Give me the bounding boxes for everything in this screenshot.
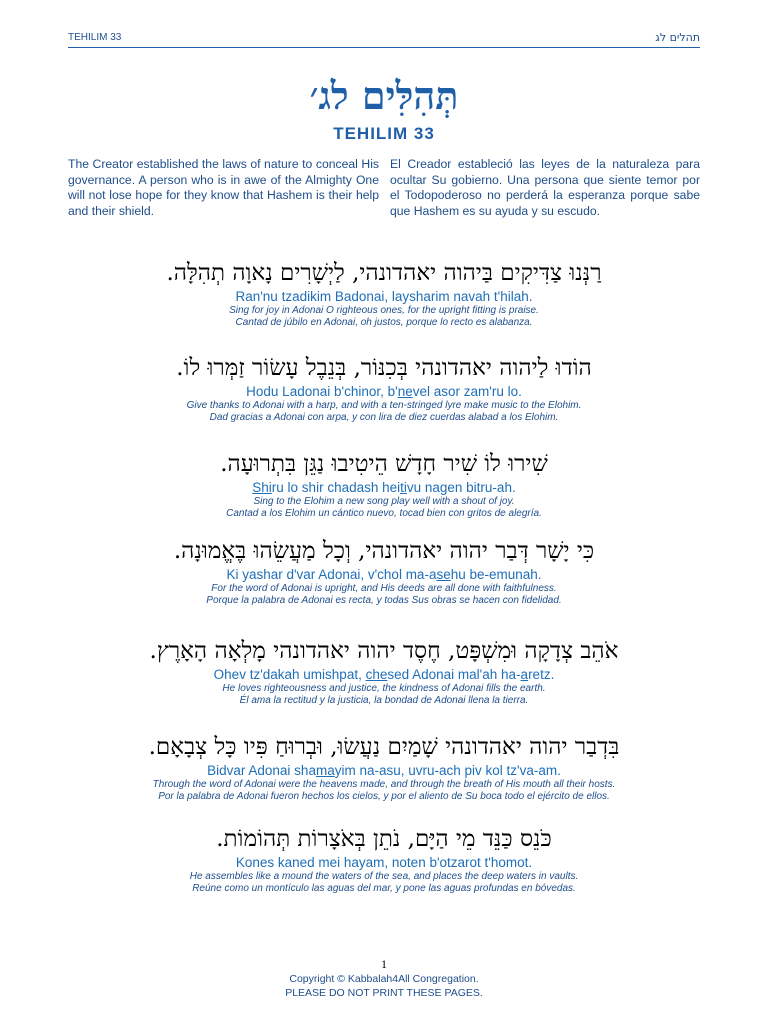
verse-english: Through the word of Adonai were the heavens made, and through the breath of His mouth all their hosts.: [152, 779, 616, 790]
verse-7: [40, 824, 728, 895]
verse-transliteration: Ohev tz'dakah umishpat, chesed Adonai mal'ah ha-aretz.: [213, 667, 555, 682]
verse-transliteration: Shiru lo shir chadash heitivu nagen bitru-ah.: [252, 480, 516, 495]
verse-spanish: Dad gracias a Adonai con arpa, y con lira de diez cuerdas alabad a los Elohim.: [209, 412, 559, 423]
page-header: [68, 31, 700, 48]
verse-hebrew: רַנְּנוּ צַדִּיקִים בַּיהוה יאהדונהי, לַיְשָׁרִים נָאוָה תְהִלָּה.: [166, 260, 602, 286]
verse-spanish: Por la palabra de Adonai fueron hechos los cielos, y por el aliento de Su boca todo el ejército de ellos.: [158, 791, 610, 802]
hebrew-title: תְּהִלִּים לג׳: [309, 73, 459, 118]
verse-english: For the word of Adonai is upright, and His deeds are all done with faithfulness.: [211, 583, 557, 594]
verse-english: Sing for joy in Adonai O righteous ones, for the upright fitting is praise.: [229, 305, 539, 316]
header-hebrew-title: תהלים לג: [655, 31, 700, 44]
verse-spanish: Porque la palabra de Adonai es recta, y todas Sus obras se hacen con fidelidad.: [206, 595, 562, 606]
verse-hebrew: כִּי יָשָׁר דְּבַר יהוה יאהדונהי, וְכָל מַעֲשֵׂהוּ בֶּאֱמוּנָה.: [173, 538, 595, 564]
verse-english: Sing to the Elohim a new song play well with a shout of joy.: [253, 496, 515, 507]
verse-transliteration: Ran'nu tzadikim Badonai, laysharim navah t'hilah.: [235, 289, 533, 304]
verse-spanish: Reúne como un montículo las aguas del mar, y pone las aguas profundas en bóvedas.: [192, 883, 576, 894]
verse-hebrew: שִׁירוּ לוֹ שִׁיר חָדָשׁ הֵיטִיבוּ נַגֵּן בִּתְרוּעָה.: [220, 451, 548, 477]
header-book-title: TEHILIM 33: [68, 32, 122, 43]
english-title: TEHILIM 33: [333, 124, 435, 143]
verse-2: [40, 353, 728, 424]
intro-spanish: El Creador estableció las leyes de la naturaleza para ocultar Su gobierno. Una persona que siente temor por el Todopoderoso no perderá la esperanza porque sabe que Hashem es su ayuda y su escudo.: [390, 157, 700, 218]
verse-spanish: Cantad de júbilo en Adonai, oh justos, porque lo recto es alabanza.: [235, 317, 533, 328]
verse-english: Give thanks to Adonai with a harp, and with a ten-stringed lyre make music to the Elohim.: [186, 400, 582, 411]
verse-transliteration: Kones kaned mei hayam, noten b'otzarot t'homot.: [235, 855, 533, 870]
verse-transliteration: Hodu Ladonai b'chinor, b'nevel asor zam'ru lo.: [246, 384, 522, 399]
verse-5: [40, 636, 728, 707]
verse-english: He loves righteousness and justice, the kindness of Adonai fills the earth.: [222, 683, 546, 694]
verse-english: He assembles like a mound the waters of the sea, and places the deep waters in vaults.: [189, 871, 579, 882]
verse-1: [40, 258, 728, 329]
verse-3: [40, 449, 728, 520]
verse-6: [40, 732, 728, 803]
verse-hebrew: כֹּנֵס כַּנֵּד מֵי הַיָּם, נֹתֵן בְּאֹצָרוֹת תְּהוֹמוֹת.: [216, 826, 552, 852]
verse-4: [40, 536, 728, 607]
page-number: 1: [381, 957, 387, 971]
verse-spanish: Cantad a los Elohim un cántico nuevo, tocad bien con gritos de alegría.: [226, 508, 542, 519]
intro-english: The Creator established the laws of nature to conceal His governance. A person who is in awe of the Almighty One will not lose hope for they know that Hashem is their help and their shield.: [68, 157, 379, 218]
verse-hebrew: בִּדְבַר יהוה יאהדונהי שָׁמַיִם נַעֲשׂוּ, וּבְרוּחַ פִּיו כָּל צְבָאָם.: [148, 734, 620, 760]
copyright-notice: Copyright © Kabbalah4All Congregation.: [289, 973, 479, 985]
page-footer: [0, 972, 768, 1000]
print-warning: PLEASE DO NOT PRINT THESE PAGES.: [285, 987, 483, 999]
verse-transliteration: Bidvar Adonai shamayim na-asu, uvru-ach piv kol tz'va-am.: [207, 763, 561, 778]
verse-spanish: Él ama la rectitud y la justicia, la bondad de Adonai llena la tierra.: [239, 695, 529, 706]
verse-transliteration: Ki yashar d'var Adonai, v'chol ma-asehu be-emunah.: [226, 567, 542, 582]
verse-hebrew: אֹהֵב צְדָקָה וּמִשְׁפָּט, חֶסֶד יהוה יאהדונהי מָלְאָה הָאָרֶץ.: [149, 638, 619, 664]
verse-hebrew: הוֹדוּ לַיהוה יאהדונהי בְּכִנּוֹר, בְּנֵבֶל עָשׂוֹר זַמְּרוּ לוֹ.: [176, 355, 592, 381]
